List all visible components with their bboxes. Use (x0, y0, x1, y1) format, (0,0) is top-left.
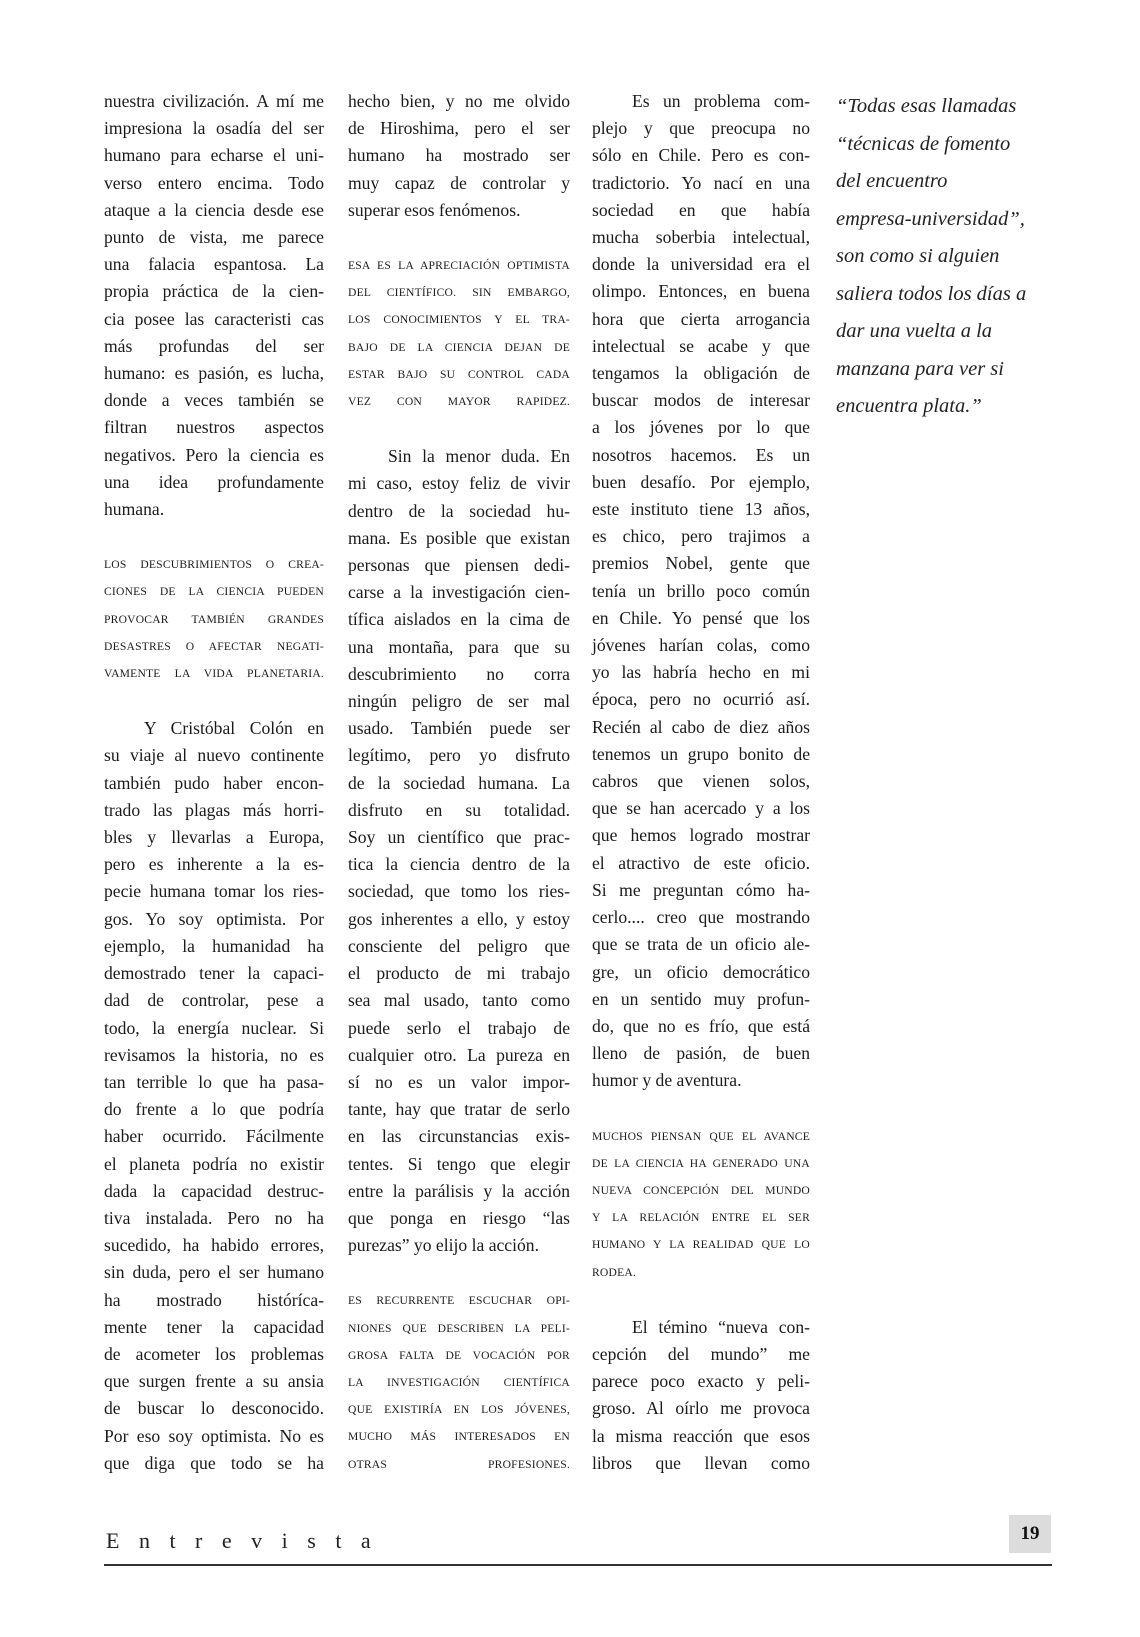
answer-text-line: gre, un oficio democrático (592, 961, 810, 982)
answer-text-line: disfruto en su totalidad. (348, 799, 570, 820)
answer-text-line: sólo en Chile. Pero es con- (592, 145, 810, 166)
answer-text-line: El témino “nueva con- (632, 1316, 810, 1337)
answer-text-line: que ponga en riesgo “las (348, 1207, 570, 1228)
interview-question-line: NIONES QUE DESCRIBEN LA PELI- (348, 1321, 570, 1335)
interview-question-line: BAJO DE LA CIENCIA DEJAN DE (348, 340, 570, 354)
answer-text-line: humano: es pasión, es lucha, (104, 363, 324, 384)
interview-question-line: DE LA CIENCIA HA GENERADO UNA (592, 1156, 810, 1170)
answer-text-line: que diga que todo se ha (104, 1452, 324, 1473)
text-column-3 (592, 88, 810, 1477)
answer-text-line: Si me preguntan cómo ha- (592, 879, 810, 900)
interview-question-line: VAMENTE LA VIDA PLANETARIA. (104, 667, 324, 681)
answer-text-line: a los jóvenes por lo que (592, 417, 810, 438)
answer-text-line: en un sentido muy profun- (592, 988, 810, 1009)
answer-text-line: pero es inherente a la es- (104, 854, 324, 875)
answer-text-line: demostrado tener la capaci- (104, 963, 324, 984)
interview-question-line: ESTAR BAJO SU CONTROL CADA (348, 367, 570, 381)
answer-text-line: muy capaz de controlar y (348, 172, 570, 193)
answer-text-line: más profundas del ser (104, 335, 324, 356)
answer-text-line: plejo y que preocupa no (592, 118, 810, 139)
pull-quote-line: “Todas esas llamadas (836, 95, 1017, 117)
answer-text-line: sí no es un valor impor- (348, 1071, 570, 1092)
answer-text-line: en las circunstancias exis- (348, 1126, 570, 1147)
answer-text-line: negativos. Pero la ciencia es (104, 444, 324, 465)
answer-text-line: Sin la menor duda. En (388, 446, 570, 467)
answer-text-line: libros que llevan como (592, 1452, 810, 1473)
answer-text-line: mana. Es posible que existan (348, 527, 570, 548)
answer-text-line: purezas” yo elijo la acción. (348, 1235, 539, 1256)
interview-question-line: LOS CONOCIMIENTOS Y EL TRA- (348, 313, 570, 327)
interview-question-line: ESA ES LA APRECIACIÓN OPTIMISTA (348, 259, 570, 273)
paragraph-gap (592, 1286, 810, 1314)
answer-text-line: cia posee las caracteristi cas (104, 308, 324, 329)
answer-text-line: dada la capacidad destruc- (104, 1180, 324, 1201)
pull-quote-line: saliera todos los días a (836, 282, 1027, 305)
answer-text-line: ha mostrado históríca- (104, 1289, 324, 1310)
text-column-2 (348, 88, 570, 1478)
interview-question-line: MUCHO MÁS INTERESADOS EN (348, 1430, 570, 1444)
paragraph-gap (592, 1095, 810, 1123)
answer-text-line: filtran nuestros aspectos (104, 417, 324, 438)
answer-text-line: verso entero encima. Todo (104, 172, 324, 193)
interview-question-line: ES RECURRENTE ESCUCHAR OPI- (348, 1294, 570, 1308)
interview-question-line: LA INVESTIGACIÓN CIENTÍFICA (348, 1375, 570, 1389)
answer-text-line: mucha soberbia intelectual, (592, 227, 810, 248)
answer-text-line: mi caso, estoy feliz de vivir (348, 473, 570, 494)
answer-text-line: tentes. Si tengo que elegir (348, 1153, 570, 1174)
pull-quote-line: del encuentro (836, 170, 948, 192)
answer-text-line: bles y llevarlas a Europa, (104, 827, 324, 848)
answer-text-line: mente tener la capacidad (104, 1316, 324, 1337)
answer-text-line: tiva instalada. Pero no ha (104, 1207, 324, 1228)
footer-rule (104, 1564, 1052, 1566)
answer-text-line: donde a veces también se (104, 390, 324, 411)
answer-text-line: el producto de mi trabajo (348, 963, 570, 984)
answer-text-line: este instituto tiene 13 años, (592, 499, 810, 520)
answer-text-line: Y Cristóbal Colón en (144, 718, 324, 739)
answer-text-line: parece poco exacto y peli- (592, 1371, 810, 1392)
pull-quote-line: empresa-universidad”, (836, 207, 1025, 230)
answer-text-line: el planeta podría no existir (104, 1153, 324, 1174)
answer-text-line: el atractivo de este oficio. (592, 852, 810, 873)
answer-text-line: sin duda, pero el ser humano (104, 1262, 324, 1283)
answer-text-line: en Chile. Yo pensé que los (592, 607, 810, 628)
answer-text-line: donde la universidad era el (592, 254, 810, 275)
answer-text-line: cabros que vienen solos, (592, 771, 810, 792)
answer-text-line: intelectual se acabe y que (592, 335, 810, 356)
section-label: Entrevista (106, 1528, 391, 1553)
interview-question-line: DESASTRES O AFECTAR NEGATI- (104, 639, 324, 653)
answer-text-line: carse a la investigación cien- (348, 582, 570, 603)
answer-text-line: humor y de aventura. (592, 1070, 742, 1091)
answer-text-line: la misma reacción que esos (592, 1425, 810, 1446)
answer-text-line: tenemos un grupo bonito de (592, 743, 810, 764)
answer-text-line: humano ha mostrado ser (348, 145, 570, 166)
answer-text-line: sociedad en que había (592, 199, 810, 220)
answer-text-line: trado las plagas más horri- (104, 799, 324, 820)
paragraph-gap (348, 415, 570, 443)
answer-text-line: haber ocurrido. Fácilmente (104, 1126, 324, 1147)
answer-text-line: jóvenes harían colas, como (592, 635, 810, 656)
answer-text-line: ataque a la ciencia desde ese (104, 199, 324, 220)
answer-text-line: nosotros hacemos. Es un (592, 444, 810, 465)
paragraph-gap (104, 687, 324, 715)
answer-text-line: cerlo.... creo que mostrando (592, 907, 810, 928)
answer-text-line: cualquier otro. La pureza en (348, 1044, 570, 1065)
answer-text-line: de la sociedad humana. La (348, 772, 570, 793)
answer-text-line: humana. (104, 499, 165, 520)
answer-text-line: de buscar lo desconocido. (104, 1398, 324, 1419)
pull-quote-line: manzana para ver si (836, 357, 1004, 380)
answer-text-line: do frente a lo que podría (104, 1099, 324, 1120)
paragraph-gap (348, 224, 570, 252)
answer-text-line: dad de controlar, pese a (104, 990, 324, 1011)
answer-text-line: yo las habría hecho en mi (592, 662, 810, 683)
interview-question-line: QUE EXISTIRÍA EN LOS JÓVENES, (348, 1403, 570, 1417)
answer-text-line: buscar modos de interesar (592, 390, 810, 411)
interview-question-line: Y LA RELACIÓN ENTRE EL SER (592, 1211, 810, 1225)
answer-text-line: olimpo. Entonces, en buena (592, 281, 810, 302)
answer-text-line: tica la ciencia dentro de la (348, 854, 570, 875)
answer-text-line: también pudo haber encon- (104, 772, 324, 793)
answer-text-line: tengamos la obligación de (592, 363, 810, 384)
answer-text-line: pecie humana tomar los ries- (104, 881, 324, 902)
answer-text-line: propia práctica de la cien- (104, 281, 324, 302)
page-number: 19 (1009, 1515, 1051, 1553)
answer-text-line: sucedido, ha habido errores, (104, 1235, 324, 1256)
answer-text-line: una montaña, para que su (348, 636, 570, 657)
answer-text-line: cepción del mundo” me (592, 1343, 810, 1364)
answer-text-line: punto de vista, me parece (104, 227, 324, 248)
interview-question-line: RODEA. (592, 1265, 637, 1279)
answer-text-line: Es un problema com- (632, 91, 810, 111)
interview-question-line: HUMANO Y LA REALIDAD QUE LO (592, 1238, 810, 1252)
answer-text-line: Recién al cabo de diez años (592, 716, 810, 737)
interview-question-line: LOS DESCUBRIMIENTOS O CREA- (104, 558, 324, 572)
pull-quote (836, 88, 1068, 426)
paragraph-gap (104, 523, 324, 551)
answer-text-line: buen desafío. Por ejemplo, (592, 471, 810, 492)
answer-text-line: usado. También puede ser (348, 718, 570, 739)
answer-text-line: Soy un científico que prac- (348, 827, 570, 848)
answer-text-line: es chico, pero trajimos a (592, 526, 810, 547)
interview-question-line: OTRAS PROFESIONES. (348, 1457, 570, 1471)
answer-text-line: que se trata de un oficio ale- (592, 934, 810, 955)
pull-quote-line: dar una vuelta a la (836, 320, 993, 342)
answer-text-line: nuestra civilización. A mí me (104, 91, 324, 111)
answer-text-line: hora que cierta arrogancia (592, 308, 810, 329)
answer-text-line: época, pero no ocurrió así. (592, 689, 810, 710)
answer-text-line: dentro de la sociedad hu- (348, 500, 570, 521)
answer-text-line: legítimo, pero yo disfruto (348, 745, 570, 766)
answer-text-line: groso. Al oírlo me provoca (592, 1398, 810, 1419)
answer-text-line: su viaje al nuevo continente (104, 745, 324, 766)
answer-text-line: de Hiroshima, pero el ser (348, 118, 570, 139)
answer-text-line: que hemos logrado mostrar (592, 825, 810, 846)
answer-text-line: ningún peligro de ser mal (348, 691, 570, 712)
answer-text-line: impresiona la osadía del ser (104, 118, 324, 139)
interview-question-line: NUEVA CONCEPCIÓN DEL MUNDO (592, 1183, 810, 1197)
answer-text-line: sea mal usado, tanto como (348, 990, 570, 1011)
answer-text-line: todo, la energía nuclear. Si (104, 1017, 324, 1038)
answer-text-line: humano para echarse el uni- (104, 145, 324, 166)
answer-text-line: tradictorio. Yo nací en una (592, 172, 810, 193)
answer-text-line: do, que no es frío, que está (592, 1015, 810, 1036)
answer-text-line: Por eso soy optimista. No es (104, 1425, 324, 1446)
interview-question-line: PROVOCAR TAMBIÉN GRANDES (104, 612, 324, 626)
interview-question-line: DEL CIENTÍFICO. SIN EMBARGO, (348, 286, 570, 300)
pull-quote-line: encuentra plata.” (836, 395, 982, 417)
answer-text-line: tenía un brillo poco común (592, 580, 810, 601)
answer-text-line: revisamos la historia, no es (104, 1044, 324, 1065)
answer-text-line: puede serlo el trabajo de (348, 1017, 570, 1038)
answer-text-line: premios Nobel, gente que (592, 553, 810, 574)
text-column-1 (104, 88, 324, 1477)
interview-question-line: MUCHOS PIENSAN QUE EL AVANCE (592, 1129, 810, 1143)
answer-text-line: tífica aislados en la cima de (348, 609, 570, 630)
answer-text-line: ejemplo, la humanidad ha (104, 935, 324, 956)
interview-question-line: GROSA FALTA DE VOCACIÓN POR (348, 1348, 570, 1362)
answer-text-line: personas que piensen dedi- (348, 555, 570, 576)
answer-text-line: sociedad, que tomo los ries- (348, 881, 570, 902)
answer-text-line: consciente del peligro que (348, 935, 570, 956)
interview-question-line: VEZ CON MAYOR RAPIDEZ. (348, 395, 570, 409)
answer-text-line: tan terrible lo que ha pasa- (104, 1071, 324, 1092)
answer-text-line: gos. Yo soy optimista. Por (104, 908, 324, 929)
paragraph-gap (348, 1259, 570, 1287)
pull-quote-line: son como si alguien (836, 245, 1000, 267)
answer-text-line: que se han acercado y a los (592, 798, 810, 819)
answer-text-line: descubrimiento no corra (348, 663, 570, 684)
answer-text-line: una idea profundamente (104, 471, 324, 492)
answer-text-line: una falacia espantosa. La (104, 254, 324, 275)
answer-text-line: superar esos fenómenos. (348, 199, 521, 220)
pull-quote-line: “técnicas de fomento (836, 132, 1011, 155)
answer-text-line: tante, hay que tratar de serlo (348, 1099, 570, 1120)
answer-text-line: gos inherentes a ello, y estoy (348, 908, 570, 929)
answer-text-line: de acometer los problemas (104, 1343, 324, 1364)
answer-text-line: que surgen frente a su ansia (104, 1371, 324, 1392)
answer-text-line: lleno de pasión, de buen (592, 1043, 810, 1064)
answer-text-line: entre la parálisis y la acción (348, 1180, 570, 1201)
interview-question-line: CIONES DE LA CIENCIA PUEDEN (104, 585, 324, 599)
answer-text-line: hecho bien, y no me olvido (348, 91, 570, 111)
